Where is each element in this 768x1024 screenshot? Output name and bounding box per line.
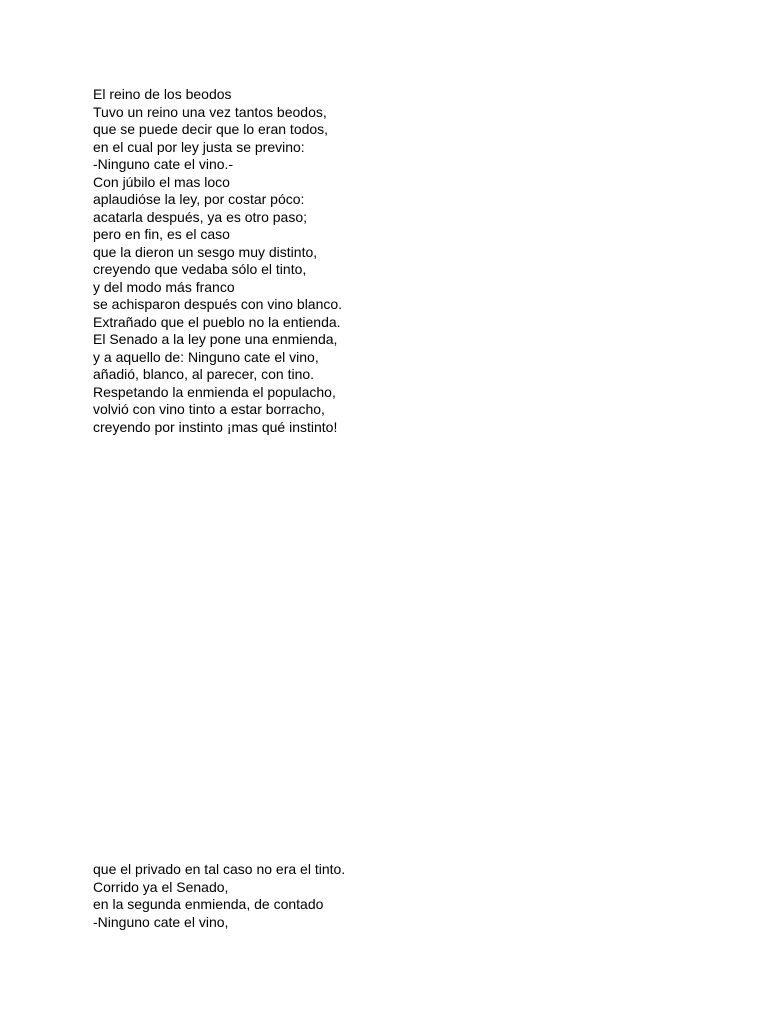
poem-line: creyendo por instinto ¡mas qué instinto! bbox=[93, 418, 338, 435]
poem-line: añadió, blanco, al parecer, con tino. bbox=[93, 366, 315, 382]
poem-line: -Ninguno cate el vino.- bbox=[93, 156, 234, 172]
poem-line: Extrañado que el pueblo no la entienda. bbox=[93, 313, 341, 330]
poem-line: y a aquello de: Ninguno cate el vino, bbox=[93, 348, 319, 365]
poem-line: acatarla después, ya es otro paso; bbox=[93, 208, 308, 225]
poem-line: que la dieron un sesgo muy distinto, bbox=[93, 243, 318, 260]
poem-block-bottom bbox=[93, 861, 345, 931]
poem-line: Respetando la enmienda el populacho, bbox=[93, 383, 336, 400]
poem-line: El Senado a la ley pone una enmienda, bbox=[93, 331, 338, 347]
poem-line: Corrido ya el Senado, bbox=[93, 878, 229, 895]
poem-line: Con júbilo el mas loco bbox=[93, 173, 230, 190]
poem-line: creyendo que vedaba sólo el tinto, bbox=[93, 261, 307, 277]
poem-line: se achisparon después con vino blanco. bbox=[93, 296, 343, 312]
poem-line: y del modo más franco bbox=[93, 278, 235, 295]
poem-line: en el cual por ley justa se previno: bbox=[93, 138, 305, 155]
poem-line: que se puede decir que lo eran todos, bbox=[93, 121, 329, 137]
poem-block-top bbox=[93, 86, 342, 436]
poem-line: en la segunda enmienda, de contado bbox=[93, 896, 324, 912]
poem-line: que el privado en tal caso no era el tinto. bbox=[93, 861, 346, 877]
poem-line: volvió con vino tinto a estar borracho, bbox=[93, 401, 325, 417]
poem-line: aplaudióse la ley, por costar póco: bbox=[93, 191, 305, 207]
poem-line: -Ninguno cate el vino, bbox=[93, 913, 229, 930]
poem-title: El reino de los beodos bbox=[93, 86, 232, 102]
poem-line: pero en fin, es el caso bbox=[93, 226, 230, 242]
poem-line: Tuvo un reino una vez tantos beodos, bbox=[93, 103, 327, 120]
